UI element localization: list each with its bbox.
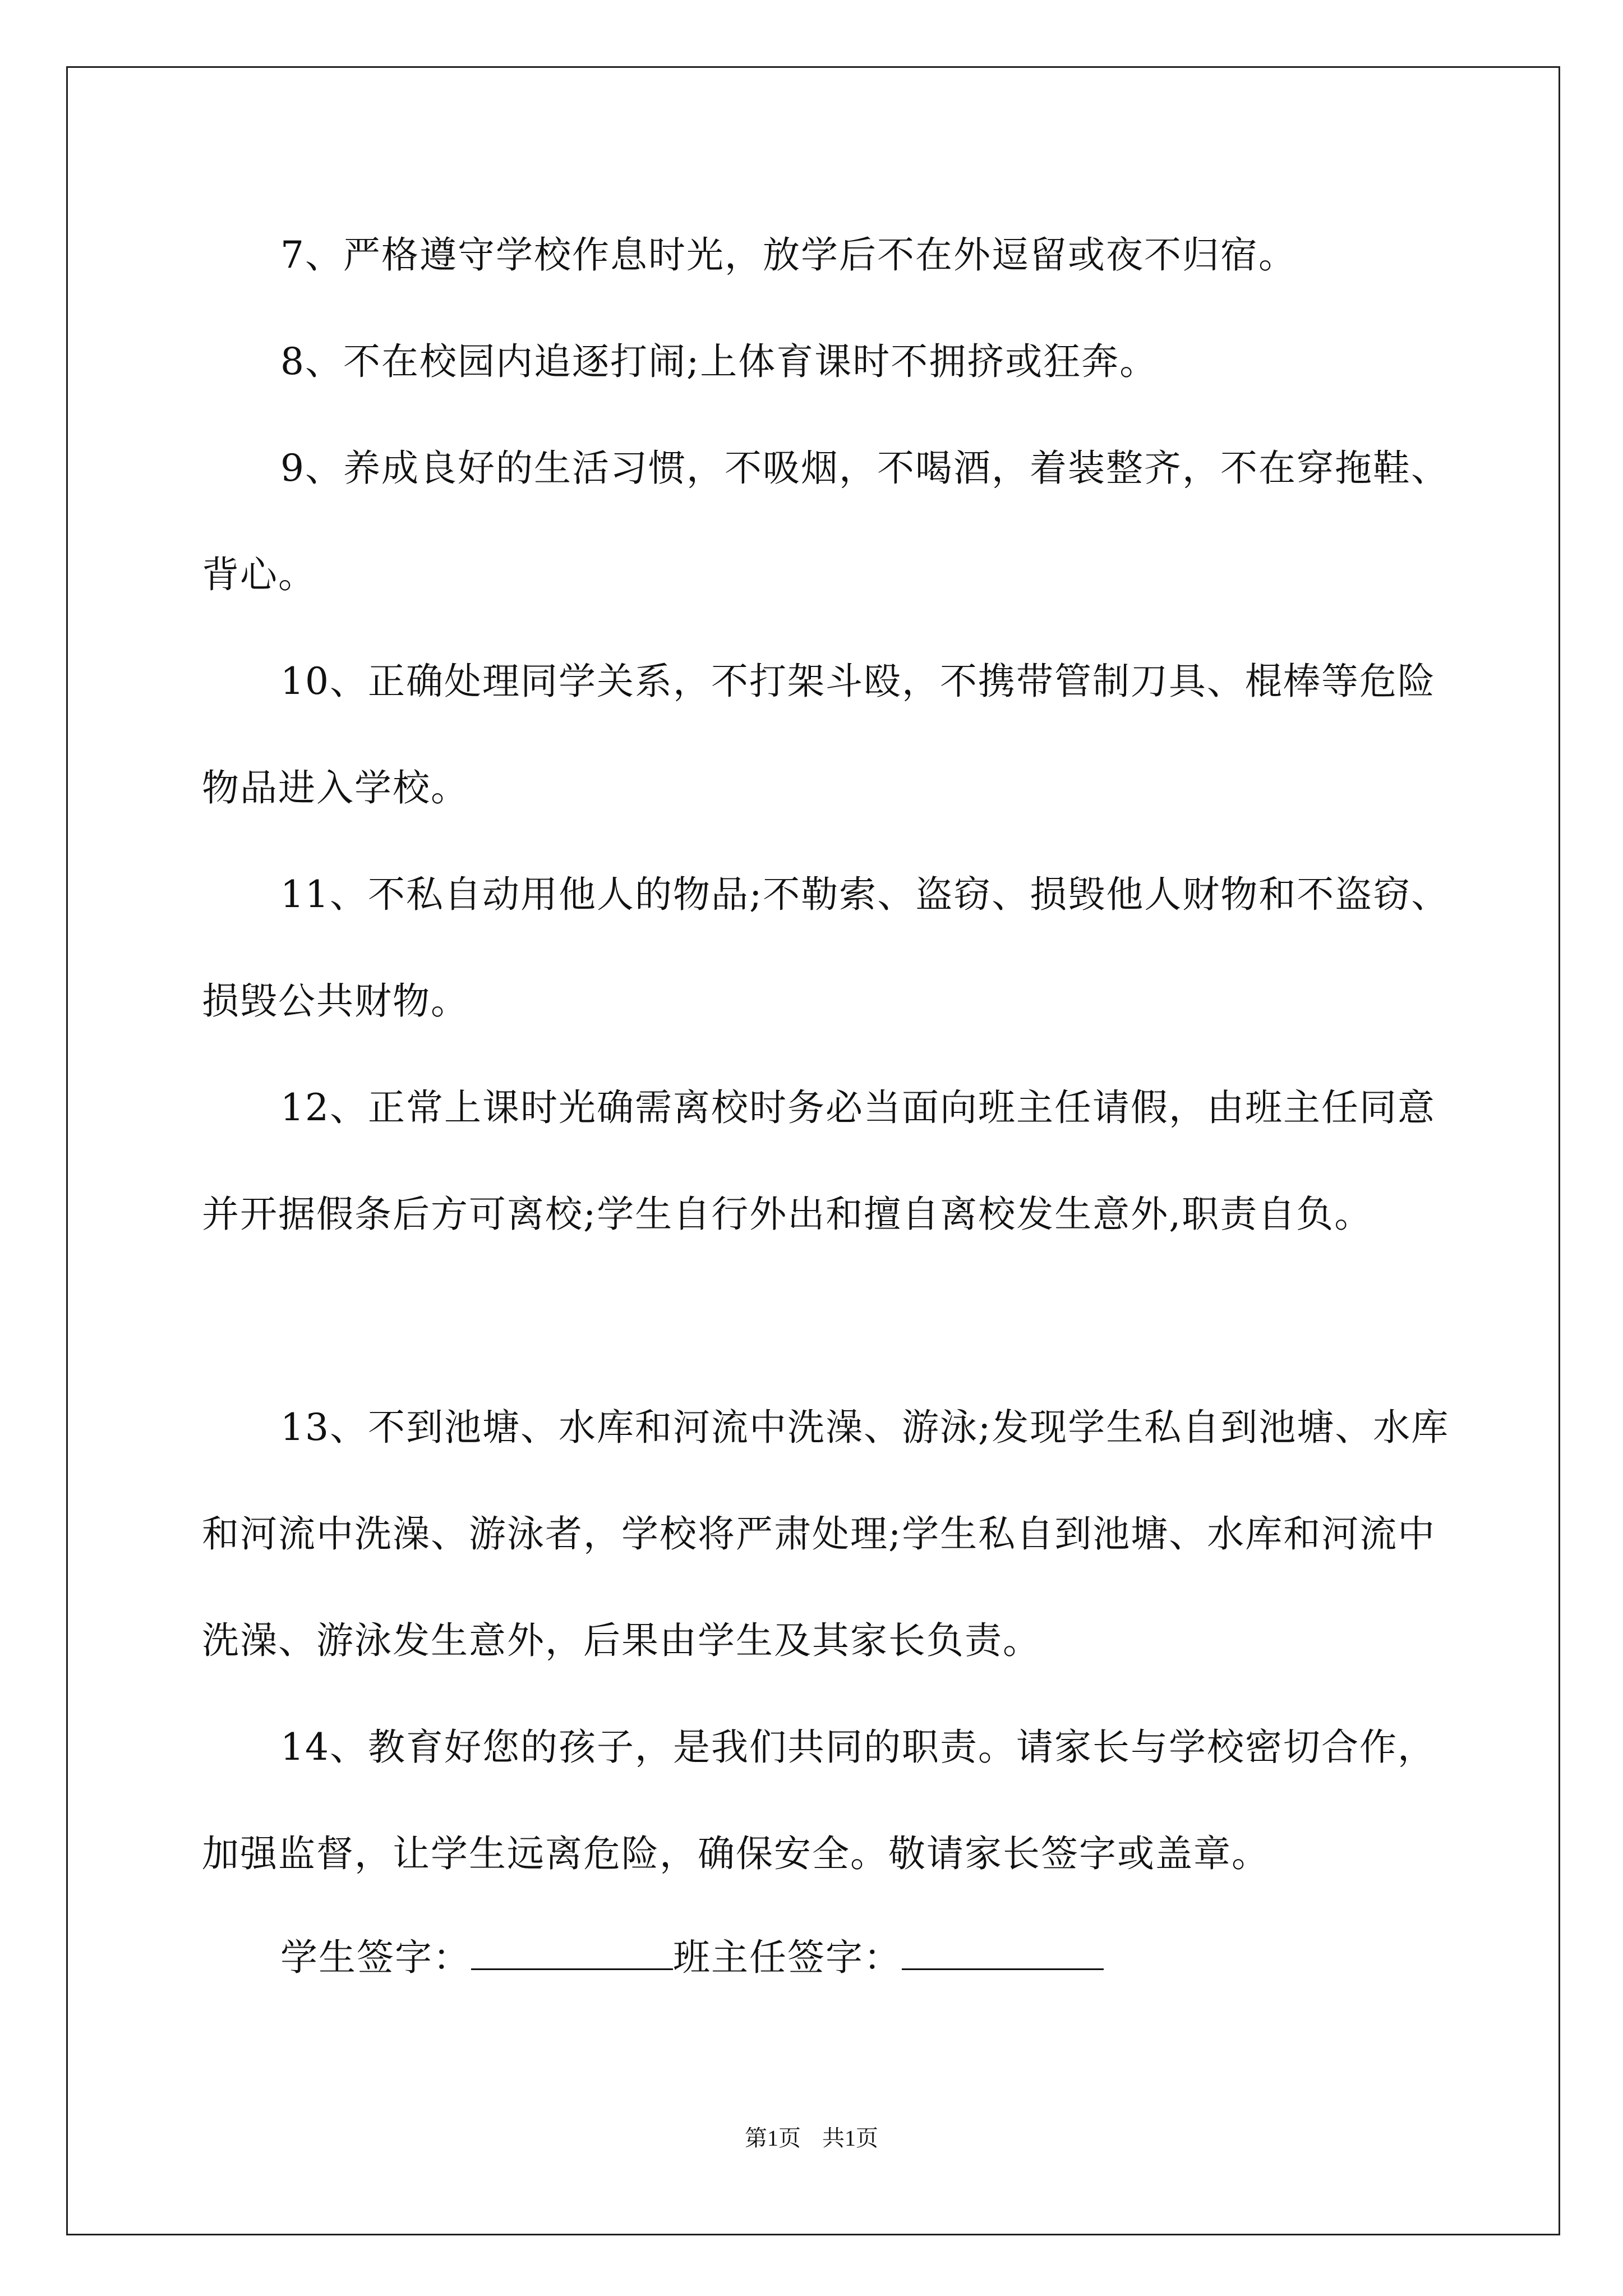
paragraph-10: 10、正确处理同学关系，不打架斗殴，不携带管制刀具、棍棒等危险物品进入学校。 — [202, 660, 1436, 809]
paragraph-9: 9、养成良好的生活习惯，不吸烟，不喝酒，着装整齐，不在穿拖鞋、背心。 — [202, 447, 1449, 596]
teacher-signature-field[interactable] — [902, 1935, 1104, 1970]
page-footer — [0, 2120, 1623, 2152]
page-current: 第1页 — [745, 2125, 801, 2151]
paragraph-7: 7、严格遵守学校作息时光，放学后不在外逗留或夜不归宿。 — [280, 233, 1297, 277]
page-total: 共1页 — [822, 2125, 878, 2151]
paragraph-12: 12、正常上课时光确需离校时务必当面向班主任请假，由班主任同意并开据假条后方可离校;学生自行外出和擅自离校发生意外,职责自负。 — [202, 1086, 1436, 1236]
student-signature-label: 学生签字： — [280, 1936, 471, 1979]
paragraph-13: 13、不到池塘、水库和河流中洗澡、游泳;发现学生私自到池塘、水库和河流中洗澡、游泳者，学校将严肃处理;学生私自到池塘、水库和河流中洗澡、游泳发生意外，后果由学生及其家长负责。 — [202, 1406, 1450, 1662]
teacher-signature-label: 班主任签字： — [673, 1936, 902, 1979]
student-signature-field[interactable] — [471, 1935, 673, 1970]
paragraph-8: 8、不在校园内追逐打闹;上体育课时不拥挤或狂奔。 — [280, 340, 1158, 383]
paragraph-11: 11、不私自动用他人的物品;不勒索、盗窃、损毁他人财物和不盗窃、损毁公共财物。 — [202, 873, 1450, 1023]
paragraph-14: 14、教育好您的孩子，是我们共同的职责。请家长与学校密切合作，加强监督，让学生远离危险，确保安全。敬请家长签字或盖章。 — [202, 1726, 1436, 1875]
signature-line — [280, 1924, 1104, 1991]
